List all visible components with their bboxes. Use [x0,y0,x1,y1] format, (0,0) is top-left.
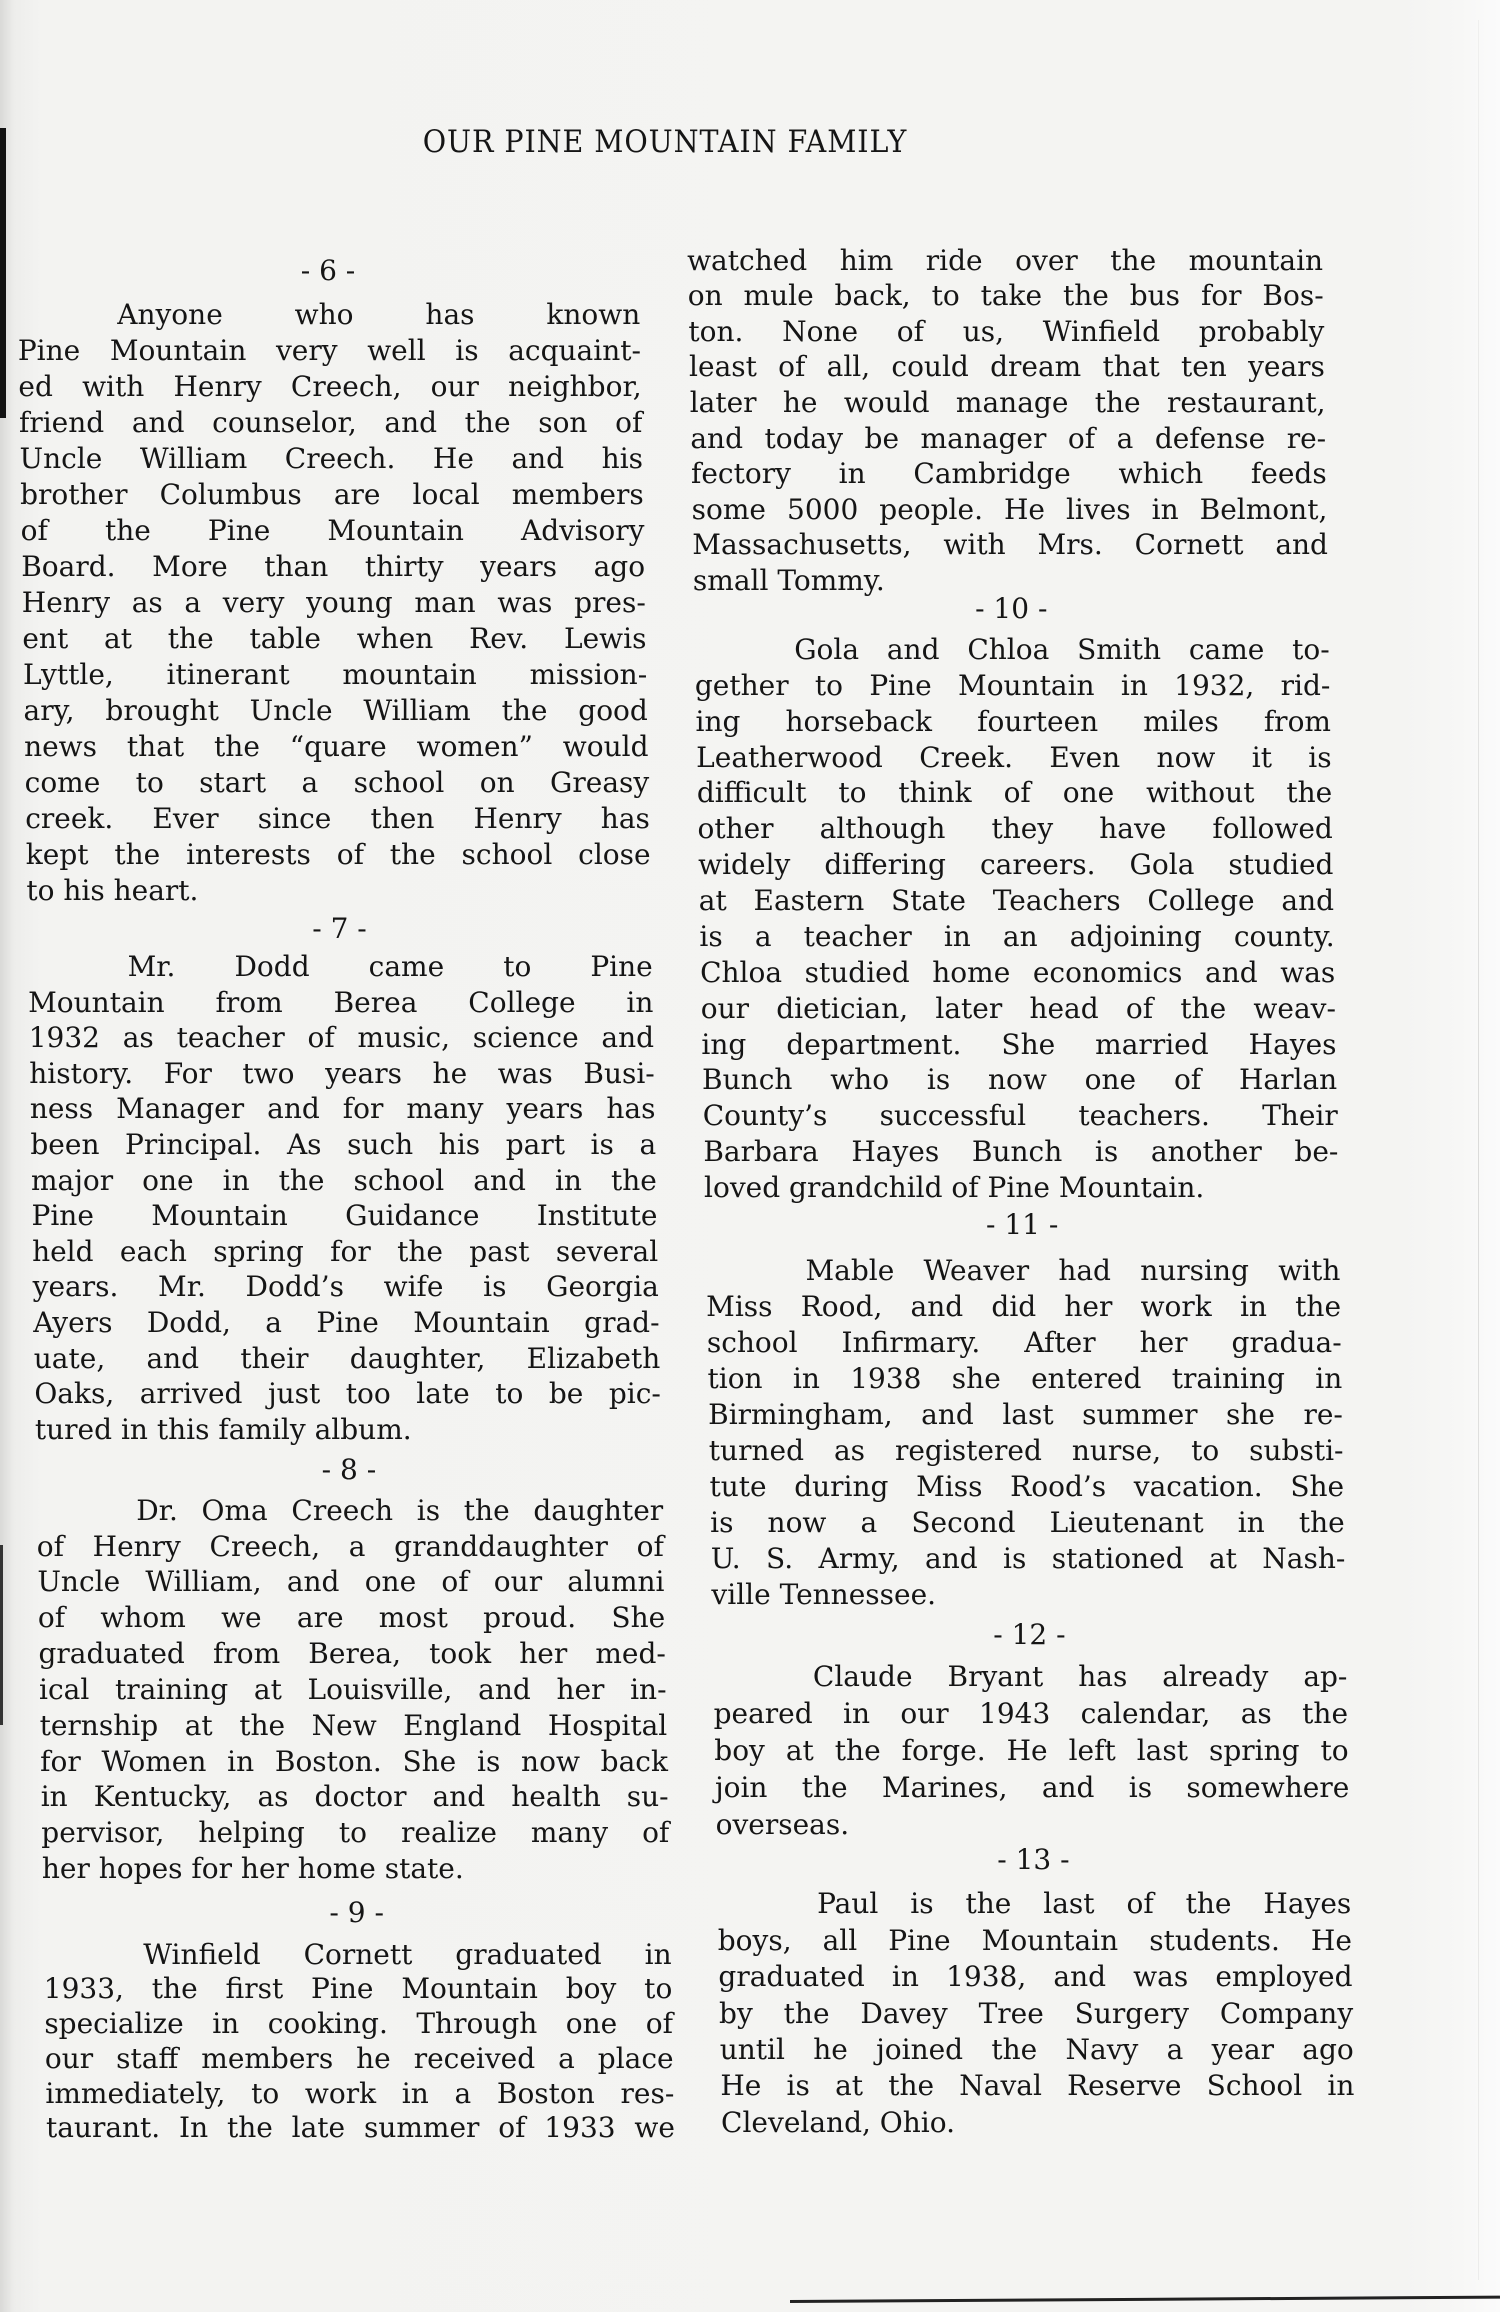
paragraph-first-line: Gola and Chloa Smith came to- [794,633,1330,667]
text-line: turned as registered nurse, to substi- [708,1433,1344,1467]
text-line: least of all, could dream that ten years [689,350,1325,384]
page-title: OUR PINE MOUNTAIN FAMILY [422,124,908,160]
text-line: Cleveland, Ohio. [721,2105,955,2139]
text-line: ed with Henry Creech, our neighbor, [18,370,642,404]
text-line: of the Pine Mountain Advisory [20,514,645,548]
text-line: 1932 as teacher of music, science and [28,1021,655,1055]
paragraph-first-line: Winfield Cornett graduated in [143,1937,672,1971]
text-line: creek. Ever since then Henry has [25,801,650,835]
text-line: graduated in 1938, and was employed [718,1960,1353,1994]
text-line: major one in the school and in the [30,1163,657,1197]
paragraph-first-line: Claude Bryant has already ap- [812,1660,1348,1694]
text-line: immediately, to work in a Boston res- [45,2076,675,2110]
text-line: Mountain from Berea College in [28,985,654,1019]
text-line: later he would manage the restaurant, [689,385,1326,419]
paragraph-first-line: Dr. Oma Creech is the daughter [136,1493,664,1527]
text-line: Birmingham, and last summer she re- [708,1397,1343,1431]
text-line: is a teacher in an adjoining county. [699,919,1335,953]
text-line: Barbara Hayes Bunch is another be- [703,1135,1339,1169]
text-line: ton. None of us, Winfield probably [688,314,1325,348]
text-line: her hopes for her home state. [41,1852,464,1886]
text-line: brother Columbus are local members [20,478,644,512]
text-line: boy at the forge. He left last spring to [714,1734,1349,1768]
text-line: overseas. [715,1807,850,1841]
text-line: by the Davey Tree Surgery Company [719,1996,1354,2030]
text-line: ical training at Louisville, and her in- [39,1672,667,1706]
text-line: Massachusetts, with Mrs. Cornett and [692,528,1328,562]
text-line: watched him ride over the mountain [687,243,1324,277]
text-line: for Women in Boston. She is now back [40,1744,668,1778]
text-line: Henry as a very young man was pres- [21,586,646,620]
section-number: - 10 - [975,591,1048,625]
text-line: pervisor, helping to realize many of [41,1816,670,1850]
text-line: other although they have followed [697,812,1333,846]
text-line: Uncle William Creech. He and his [19,442,644,476]
text-line: uate, and their daughter, Elizabeth [33,1341,661,1375]
text-line: gether to Pine Mountain in 1932, rid- [694,668,1331,702]
text-line: Chloa studied home economics and was [700,955,1336,989]
text-line: loved grandchild of Pine Mountain. [704,1170,1205,1204]
text-line: been Principal. As such his part is a [30,1127,657,1161]
text-line: of Henry Creech, a granddaughter of [36,1529,664,1563]
text-line: boys, all Pine Mountain students. He [717,1923,1352,1957]
text-line: difficult to think of one without the [696,776,1333,810]
text-line: fectory in Cambridge which feeds [690,457,1327,491]
text-line: 1933, the first Pine Mountain boy to [43,1972,673,2006]
text-line: Bunch who is now one of Harlan [702,1063,1338,1097]
text-line: history. For two years he was Busi- [29,1056,655,1090]
text-line: widely differing careers. Gola studied [698,848,1334,882]
page-edge [1478,20,1479,2280]
text-line: ville Tennessee. [711,1577,937,1611]
text-line: taurant. In the late summer of 1933 we [45,2111,675,2145]
text-line: our dietician, later head of the weav- [700,991,1336,1025]
text-line: County’s successful teachers. Their [702,1099,1338,1133]
text-line: tion in 1938 she entered training in [707,1361,1343,1395]
text-line: Miss Rood, and did her work in the [706,1289,1342,1323]
text-line: some 5000 people. He lives in Belmont, [691,492,1328,526]
text-line: Pine Mountain Guidance Institute [31,1199,658,1233]
text-line: kept the interests of the school close [25,837,651,871]
text-line: U. S. Army, and is stationed at Nash- [710,1541,1346,1575]
text-line: school Infirmary. After her gradua- [706,1325,1342,1359]
text-line: years. Mr. Dodd’s wife is Georgia [32,1270,659,1304]
section-number: - 6 - [300,254,356,288]
text-line: Uncle William, and one of our alumni [37,1565,665,1599]
text-line: Pine Mountain very well is acquaint- [17,334,641,368]
text-line: to his heart. [26,873,199,907]
text-line: small Tommy. [692,563,885,597]
section-number: - 7 - [312,911,367,945]
text-line: Lyttle, itinerant mountain mission- [22,658,648,692]
text-line: of whom we are most proud. She [37,1601,666,1635]
section-number: - 11 - [985,1207,1059,1241]
text-line: friend and counselor, and the son of [18,406,643,440]
text-line: on mule back, to take the bus for Bos- [687,279,1324,313]
text-line: ness Manager and for many years has [29,1092,656,1126]
text-line: our staff members he received a place [44,2041,674,2075]
paragraph-first-line: Paul is the last of the Hayes [817,1887,1352,1921]
text-line: and today be manager of a defense re- [690,421,1327,455]
text-line: Leatherwood Creek. Even now it is [696,740,1332,774]
text-line: ing department. She married Hayes [701,1027,1337,1061]
text-line: graduated from Berea, took her med- [38,1637,666,1671]
text-line: join the Marines, and is somewhere [714,1770,1350,1804]
text-line: is now a Second Lieutenant in the [710,1505,1345,1539]
section-number: - 13 - [997,1843,1070,1877]
section-number: - 8 - [321,1452,377,1486]
section-number: - 9 - [329,1896,384,1930]
scan-binding-shadow [0,128,6,418]
paragraph-first-line: Mr. Dodd came to Pine [127,949,653,983]
text-line: Board. More than thirty years ago [21,550,646,584]
text-line: Ayers Dodd, a Pine Mountain grad- [33,1305,660,1339]
text-line: peared in our 1943 calendar, as the [713,1697,1349,1731]
text-line: ternship at the New England Hospital [39,1708,668,1742]
text-line: held each spring for the past several [32,1234,659,1268]
scan-binding-shadow-lower [0,1545,3,1725]
text-line: in Kentucky, as doctor and health su- [40,1780,669,1814]
text-line: news that the “quare women” would [24,730,649,764]
text-line: ent at the table when Rev. Lewis [22,622,647,656]
paragraph-first-line: Anyone who has known [117,298,641,332]
paragraph-first-line: Mable Weaver had nursing with [805,1253,1341,1287]
text-line: until he joined the Navy a year ago [719,2033,1354,2067]
text-line: come to start a school on Greasy [24,765,650,799]
text-line: at Eastern State Teachers College and [698,884,1335,918]
text-line: ary, brought Uncle William the good [23,694,648,728]
text-line: specialize in cooking. Through one of [44,2007,673,2041]
section-number: - 12 - [993,1617,1066,1651]
text-line: ing horseback fourteen miles from [695,704,1331,738]
text-line: tured in this family album. [34,1412,412,1446]
text-line: tute during Miss Rood’s vacation. She [709,1469,1345,1503]
text-line: Oaks, arrived just too late to be pic- [34,1377,661,1411]
text-line: He is at the Naval Reserve School in [720,2069,1355,2103]
